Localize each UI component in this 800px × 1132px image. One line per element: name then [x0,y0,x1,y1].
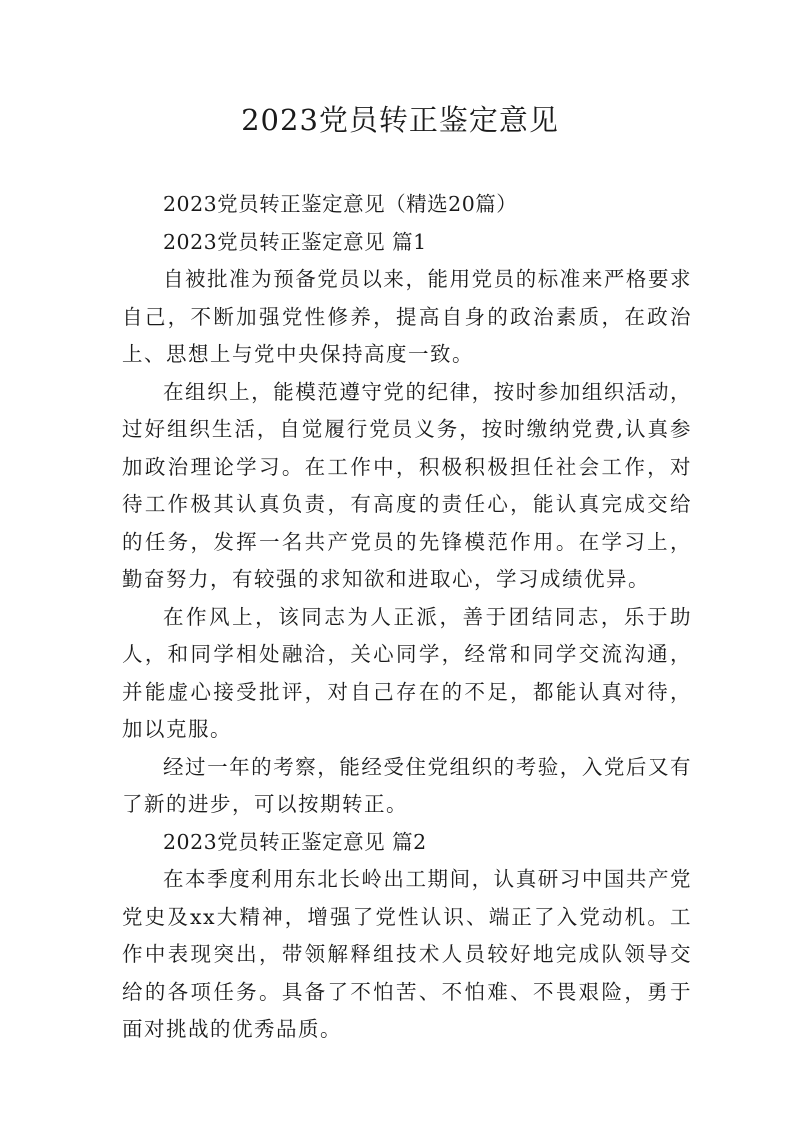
paragraph: 在作风上，该同志为人正派，善于团结同志，乐于助人，和同学相处融洽，关心同学，经常和同学交流沟通，并能虚心接受批评，对自己存在的不足，都能认真对待，加以克服。 [122,604,692,741]
paragraph: 经过一年的考察，能经受住党组织的考验，入党后又有了新的进步，可以按期转正。 [122,754,692,816]
section-heading-1: 2023党员转正鉴定意见 篇1 [163,229,427,254]
document-body [122,186,692,1049]
document-title: 2023党员转正鉴定意见 [241,103,559,137]
paragraph: 在组织上，能模范遵守党的纪律，按时参加组织活动，过好组织生活，自觉履行党员义务，按时缴纳党费,认真参加政治理论学习。在工作中，积极积极担任社会工作，对待工作极其认真负责，有高度的责任心，能认真完成交给的任务，发挥一名共产党员的先锋模范作用。在学习上，勤奋努力，有较强的求知欲和进取心，学习成绩优异。 [122,379,692,591]
document-subtitle: 2023党员转正鉴定意见（精选20篇） [163,192,518,216]
paragraph: 在本季度利用东北长岭出工期间，认真研习中国共产党党史及xx大精神，增强了党性认识、端正了入党动机。工作中表现突出，带领解释组技术人员较好地完成队领导交给的各项任务。具备了不怕苦、不怕难、不畏艰险，勇于面对挑战的优秀品质。 [122,867,692,1041]
section-heading-2: 2023党员转正鉴定意见 篇2 [163,829,427,854]
paragraph: 自被批准为预备党员以来，能用党员的标准来严格要求自己，不断加强党性修养，提高自身的政治素质，在政治上、思想上与党中央保持高度一致。 [122,267,692,366]
